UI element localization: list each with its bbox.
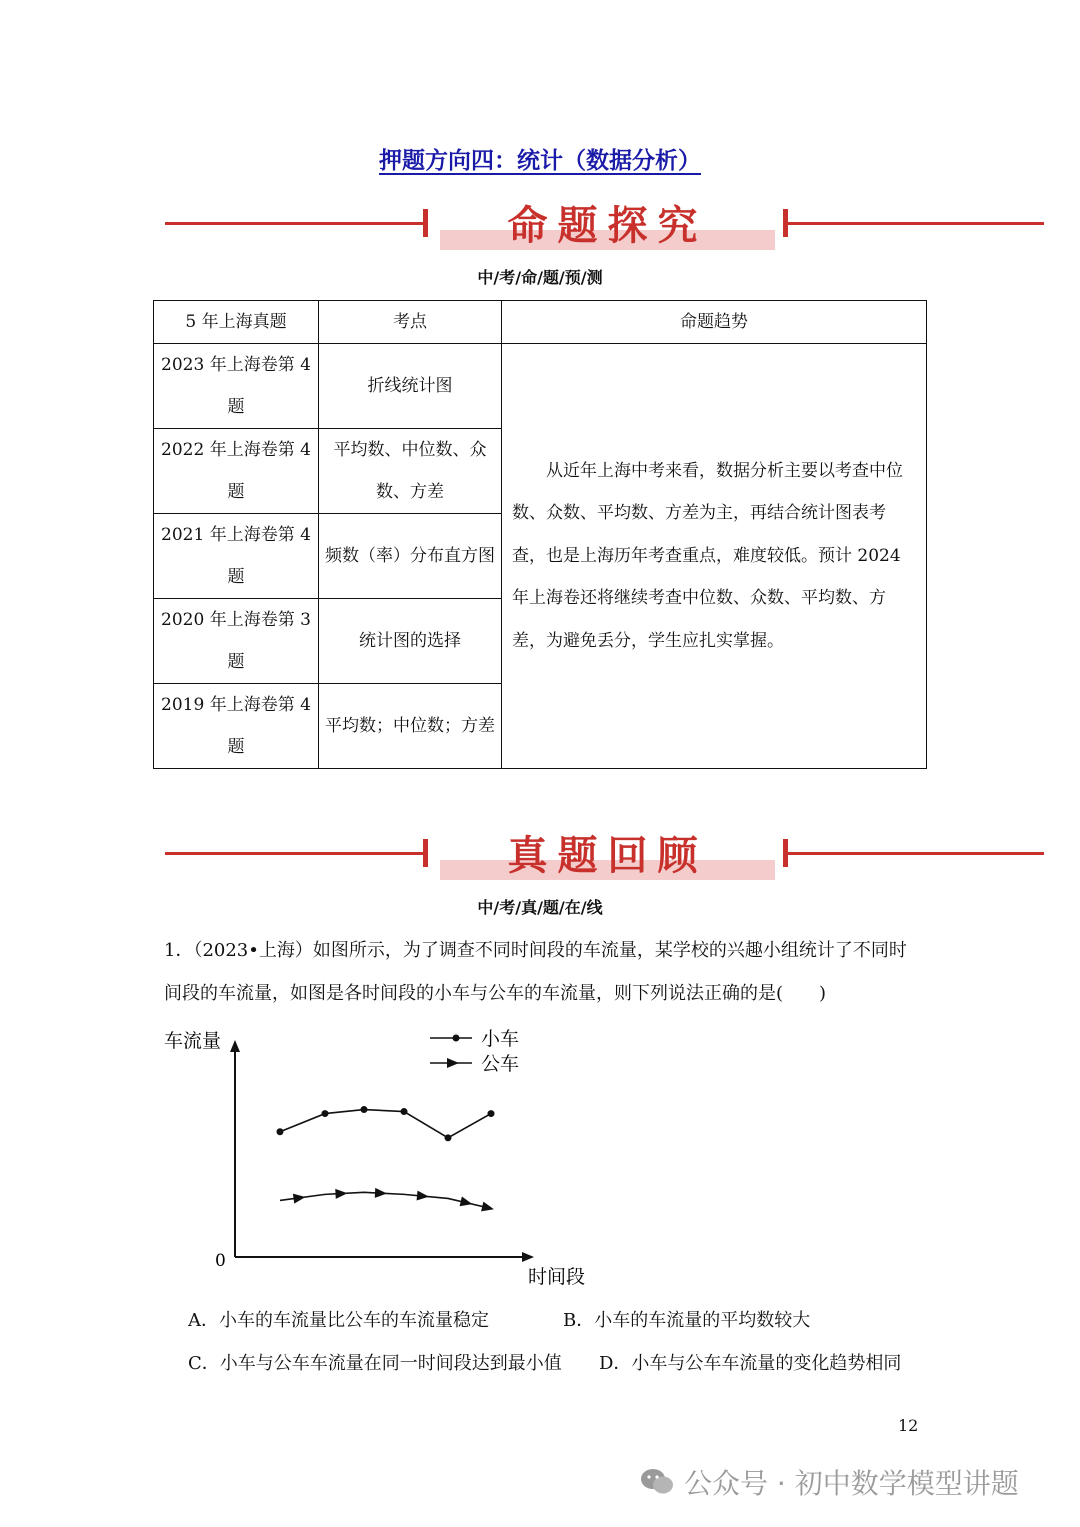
cell-point: 平均数；中位数；方差 [319,684,502,769]
wechat-icon [640,1468,674,1496]
cell-exam: 2022 年上海卷第 4 题 [154,429,319,514]
option-d: D．小车与公车车流量的变化趋势相同 [599,1353,902,1374]
cell-point: 统计图的选择 [319,599,502,684]
section-banner-1 [0,200,1080,260]
page-number: 12 [898,1416,919,1435]
data-point-arrow [460,1197,474,1209]
data-point [322,1110,329,1117]
page-title: 押题方向四：统计（数据分析） [379,147,701,174]
cell-exam: 2019 年上海卷第 4 题 [154,684,319,769]
origin-label: 0 [215,1251,226,1271]
legend-label: 小车 [481,1028,520,1050]
data-point-arrow [481,1202,495,1214]
option-a: A．小车的车流量比公车的车流量稳定 [188,1310,489,1331]
data-point [488,1110,495,1117]
section-1-subtitle: 中/考/命/题/预/测 [477,268,603,287]
data-point [445,1134,452,1141]
y-axis-label: 车流量 [164,1030,222,1052]
option-c: C．小车与公车车流量在同一时间段达到最小值 [188,1353,562,1374]
table-row [154,344,927,429]
data-point [277,1128,284,1135]
series-line-2 [280,1192,491,1208]
data-point-arrow [375,1188,387,1199]
section-banner-2 [0,830,1080,890]
section-2-subtitle: 中/考/真/题/在/线 [477,898,603,917]
cell-point: 折线统计图 [319,344,502,429]
banner-1-text: 命题探究 [507,203,708,249]
chart-plot-area [277,1106,496,1214]
cell-trend: 从近年上海中考来看，数据分析主要以考查中位数、众数、平均数、方差为主，再结合统计图表考查，也是上海历年考查重点，难度较低。预计 2024 年上海卷还将继续考查中位数、众数、平均数、方差，为避免丢分，学生应扎实掌握。 [502,344,927,769]
series-line-1 [280,1110,491,1138]
table-header-row [154,301,927,344]
data-point-arrow [335,1188,348,1199]
watermark-text: 公众号 · 初中数学模型讲题 [684,1467,1019,1500]
header-trend: 命题趋势 [502,301,927,344]
banner-2-text: 真题回顾 [507,833,708,879]
x-axis-label: 时间段 [528,1266,586,1288]
exam-table [153,300,927,769]
cell-point: 频数（率）分布直方图 [319,514,502,599]
cell-exam: 2020 年上海卷第 3 题 [154,599,319,684]
cell-point: 平均数、中位数、众数、方差 [319,429,502,514]
chart-legend [430,1028,519,1075]
option-b: B．小车的车流量的平均数较大 [563,1310,811,1331]
question-text: 1．（2023•上海）如图所示，为了调查不同时间段的车流量，某学校的兴趣小组统计了不同时间段的车流量，如图是各时间段的小车与公车的车流量，则下列说法正确的是( ) [164,940,907,1004]
traffic-line-chart [150,1020,610,1290]
data-point [361,1106,368,1113]
legend-arrow-marker [447,1058,459,1068]
header-exam: 5 年上海真题 [154,301,319,344]
legend-label: 公车 [481,1053,520,1075]
cell-exam: 2023 年上海卷第 4 题 [154,344,319,429]
cell-exam: 2021 年上海卷第 4 题 [154,514,319,599]
data-point-arrow [417,1191,430,1202]
header-point: 考点 [319,301,502,344]
watermark [640,1462,1019,1502]
legend-dot-marker [453,1035,460,1042]
data-point [401,1108,408,1115]
